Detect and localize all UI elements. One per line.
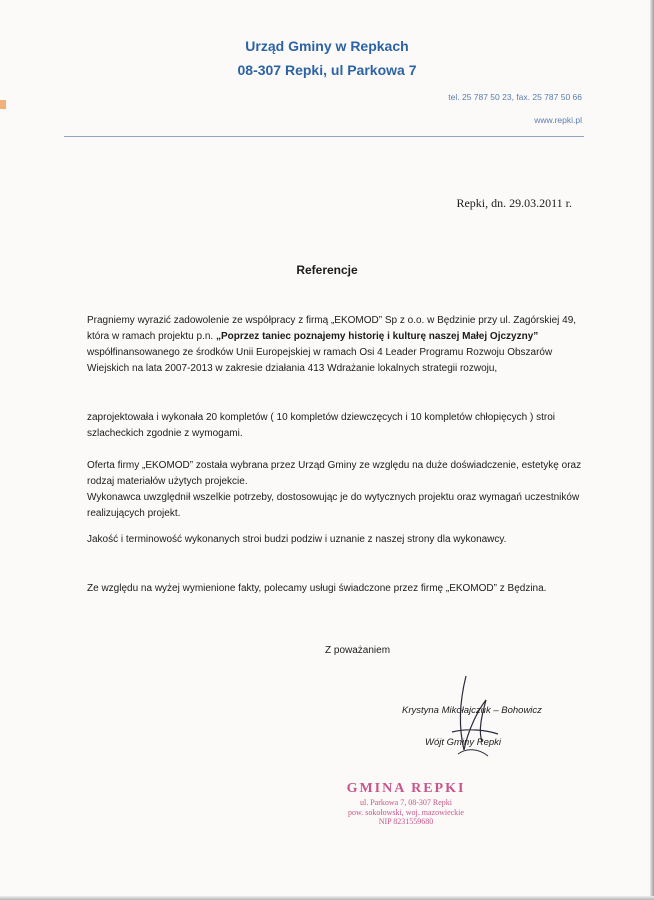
letter-heading: Referencje [296, 263, 358, 277]
project-title: „Poprzez taniec poznajemy historię i kulturę naszej Małej Ojczyzny” [215, 331, 539, 342]
scan-edge-right [650, 0, 654, 900]
stamp-address: ul. Parkowa 7, 08-307 Repki [360, 798, 452, 807]
paragraph-1-text-a: Pragniemy wyrazić zadowolenie ze współpracy z firmą „EKOMOD” Sp z o.o. w Będzinie przy ul. Zagórskiej 49, która w ramach projektu p.n. [87, 315, 577, 342]
official-stamp [296, 780, 516, 827]
paragraph-5: Ze względu na wyżej wymienione fakty, polecamy usługi świadczone przez firmę „EKOMOD” z Będzina. [87, 583, 547, 594]
date-line: Repki, dn. 29.03.2011 r. [456, 196, 572, 210]
handwritten-signature [438, 670, 508, 770]
paragraph-1 [87, 313, 587, 377]
letterhead-address: 08-307 Repki, ul Parkowa 7 [237, 62, 417, 78]
paragraph-3 [87, 458, 587, 522]
stamp-name: GMINA REPKI [346, 781, 466, 796]
stamp-nip: NIP 8231559680 [378, 817, 434, 826]
scan-mark [0, 100, 6, 109]
paragraph-1-text-c: współfinansowanego ze środków Unii Europejskiej w ramach Osi 4 Leader Programu Rozwoju Obszarów Wiejskich na lata 2007-2013 w zakresie działania 413 Wdrażanie lokalnych strategii rozwoju, [87, 347, 553, 374]
letterhead-phone-fax: tel. 25 787 50 23, fax. 25 787 50 66 [448, 92, 582, 102]
scan-edge-bottom [0, 896, 654, 900]
paragraph-4: Jakość i terminowość wykonanych stroi budzi podziw i uznanie z naszej strony dla wykonawcy. [87, 534, 507, 545]
paragraph-3-line-a: Oferta firmy „EKOMOD” została wybrana przez Urząd Gminy ze względu na duże doświadczenie, estetykę oraz rodzaj materiałów użytych projekcie. [87, 460, 582, 487]
closing-line: Z poważaniem [325, 645, 391, 656]
paragraph-3-line-b: Wykonawca uwzględnił wszelkie potrzeby, dostosowując je do wytycznych projektu oraz wymagań uczestników realizujących projekt. [87, 492, 580, 519]
letterhead-website: www.repki.pl [534, 115, 582, 125]
stamp-county: pow. sokołowski, woj. mazowieckie [348, 807, 464, 817]
signatory-name: Krystyna Mikołajczuk – Bohowicz [402, 705, 542, 716]
letterhead-org-name: Urząd Gminy w Repkach [245, 38, 409, 54]
paragraph-2: zaprojektowała i wykonała 20 kompletów ( 10 kompletów dziewczęcych i 10 kompletów chłopięcych ) stroi szlacheckich zgodnie z wymogami. [87, 412, 555, 439]
signatory-title: Wójt Gminy Repki [425, 737, 502, 748]
letterhead-divider [64, 136, 584, 137]
